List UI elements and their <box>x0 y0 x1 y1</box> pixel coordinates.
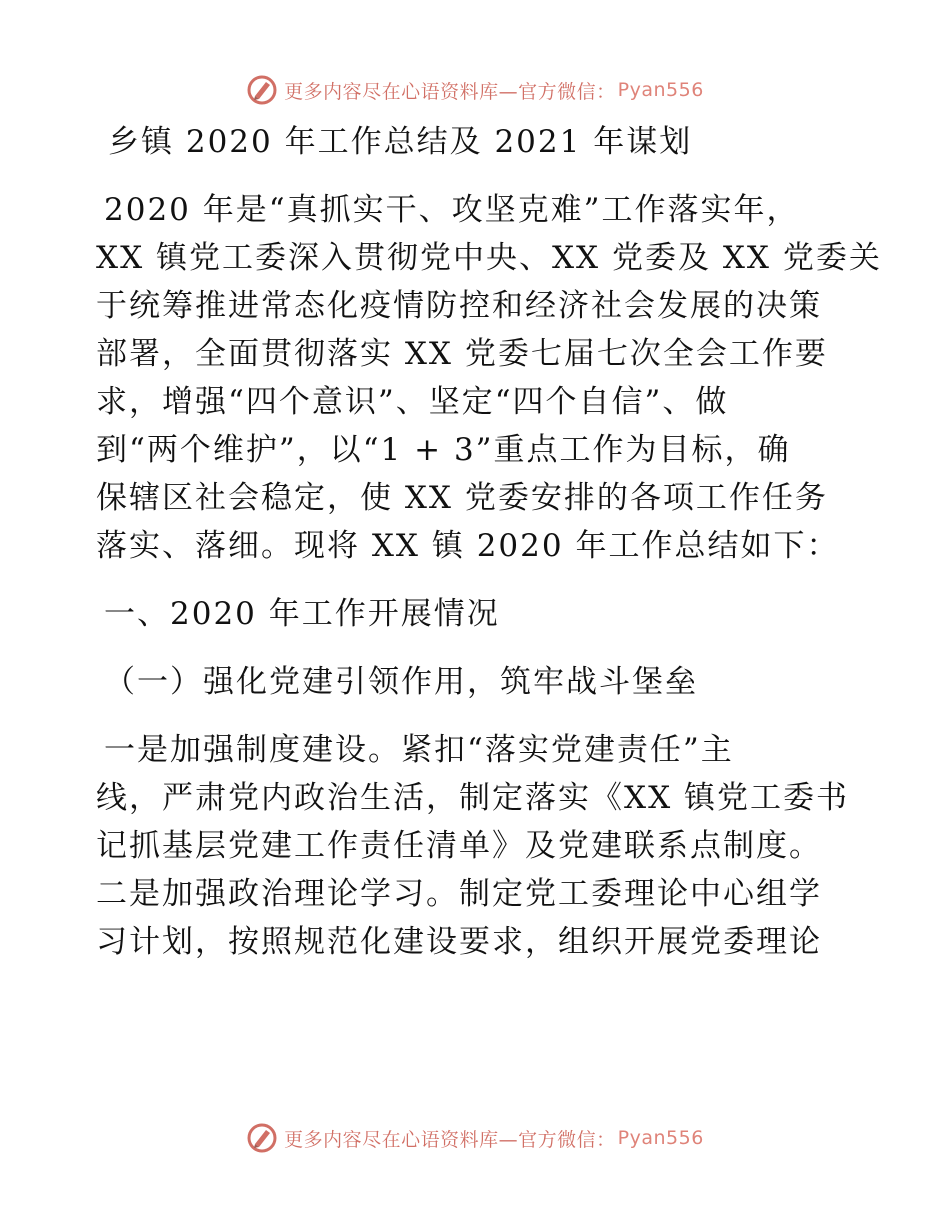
text-line: 于统筹推进常态化疫情防控和经济社会发展的决策 <box>96 288 822 324</box>
watermark-wechat-id: Pyan556 <box>617 1127 704 1149</box>
watermark-text: 更多内容尽在心语资料库—官方微信： <box>284 1128 616 1151</box>
text-line: 到“两个维护”，以“1 + 3”重点工作为目标，确 <box>96 432 791 468</box>
text-line: XX 镇党工委深入贯彻党中央、XX 党委及 XX 党委关 <box>96 240 882 276</box>
text-line: 一是加强制度建设。紧扣“落实党建责任”主 <box>104 732 734 768</box>
subsection-heading: （一）强化党建引领作用，筑牢战斗堡垒 <box>104 664 698 700</box>
text-line: 习计划，按照规范化建设要求，组织开展党委理论 <box>96 924 822 960</box>
text-line: 2020 年是“真抓实干、攻坚克难”工作落实年， <box>104 192 800 228</box>
logo-icon <box>246 1122 278 1154</box>
watermark-text: 更多内容尽在心语资料库—官方微信： <box>284 80 616 103</box>
watermark-footer <box>0 1118 950 1158</box>
document-title: 乡镇 2020 年工作总结及 2021 年谋划 <box>108 124 693 160</box>
paragraph-party-building <box>96 726 856 966</box>
paragraph-intro <box>96 186 882 570</box>
text-line: 保辖区社会稳定，使 XX 党委安排的各项工作任务 <box>96 480 828 516</box>
document-body <box>96 118 882 966</box>
text-line: 二是加强政治理论学习。制定党工委理论中心组学 <box>96 876 822 912</box>
text-line: 落实、落细。现将 XX 镇 2020 年工作总结如下： <box>96 528 840 564</box>
watermark-wechat-id: Pyan556 <box>617 79 704 101</box>
text-line: 部署，全面贯彻落实 XX 党委七届七次全会工作要 <box>96 336 828 372</box>
text-line: 线，严肃党内政治生活，制定落实《XX 镇党工委书 <box>96 780 849 816</box>
logo-icon <box>246 74 278 106</box>
text-line: 求，增强“四个意识”、坚定“四个自信”、做 <box>96 384 729 420</box>
watermark-header <box>0 70 950 110</box>
text-line: 记抓基层党建工作责任清单》及党建联系点制度。 <box>96 828 822 864</box>
section-heading: 一、2020 年工作开展情况 <box>104 596 500 632</box>
